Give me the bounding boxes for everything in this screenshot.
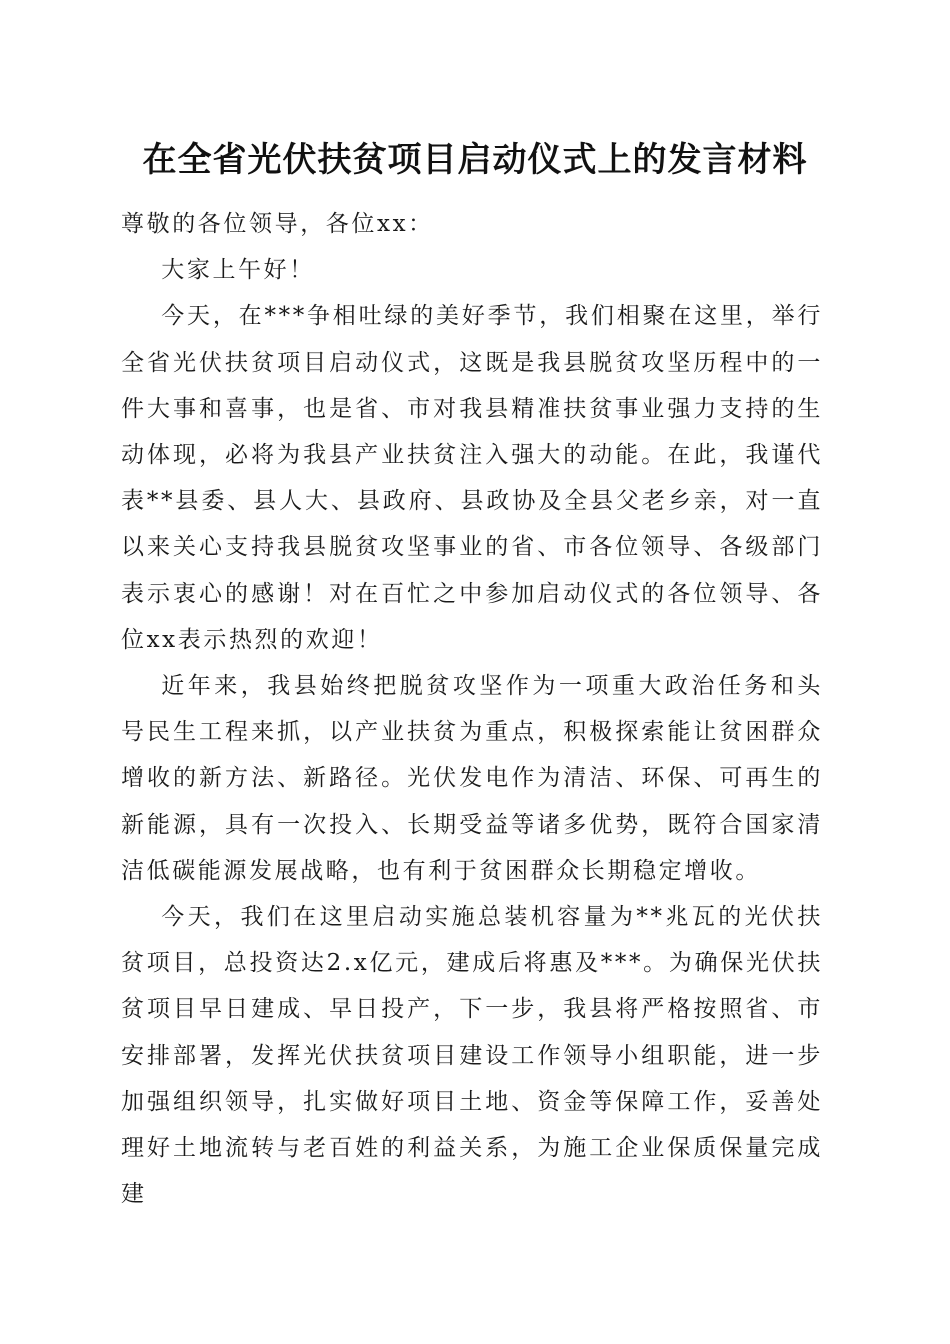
document-body: [121, 201, 823, 1308]
document-title: 在全省光伏扶贫项目启动仪式上的发言材料: [142, 140, 808, 180]
paragraph: 今天，在***争相吐绿的美好季节，我们相聚在这里，举行全省光伏扶贫项目启动仪式，这既是我县脱贫攻坚历程中的一件大事和喜事，也是省、市对我县精准扶贫事业强力支持的生动体现，必将为我县产业扶贫注入强大的动能。在此，我谨代表**县委、县人大、县政府、县政协及全县父老乡亲，对一直以来关心支持我县脱贫攻坚事业的省、市各位领导、各级部门表示衷心的感谢！对在百忙之中参加启动仪式的各位领导、各位xx表示热烈的欢迎！: [121, 303, 823, 653]
paragraph: 今天，我们在这里启动实施总装机容量为**兆瓦的光伏扶贫项目，总投资达2.x亿元，建成后将惠及***。为确保光伏扶贫项目早日建成、早日投产，下一步，我县将严格按照省、市安排部署，发挥光伏扶贫项目建设工作领导小组职能，进一步加强组织领导，扎实做好项目土地、资金等保障工作，妥善处理好土地流转与老百姓的利益关系，为施工企业保质保量完成建: [121, 904, 823, 1208]
salutation: 尊敬的各位领导，各位xx：: [121, 211, 434, 237]
greeting: 大家上午好！: [161, 257, 315, 284]
paragraph: 近年来，我县始终把脱贫攻坚作为一项重大政治任务和头号民生工程来抓，以产业扶贫为重点，积极探索能让贫困群众增收的新方法、新路径。光伏发电作为清洁、环保、可再生的新能源，具有一次投入、长期受益等诸多优势，既符合国家清洁低碳能源发展战略，也有利于贫困群众长期稳定增收。: [121, 673, 823, 884]
